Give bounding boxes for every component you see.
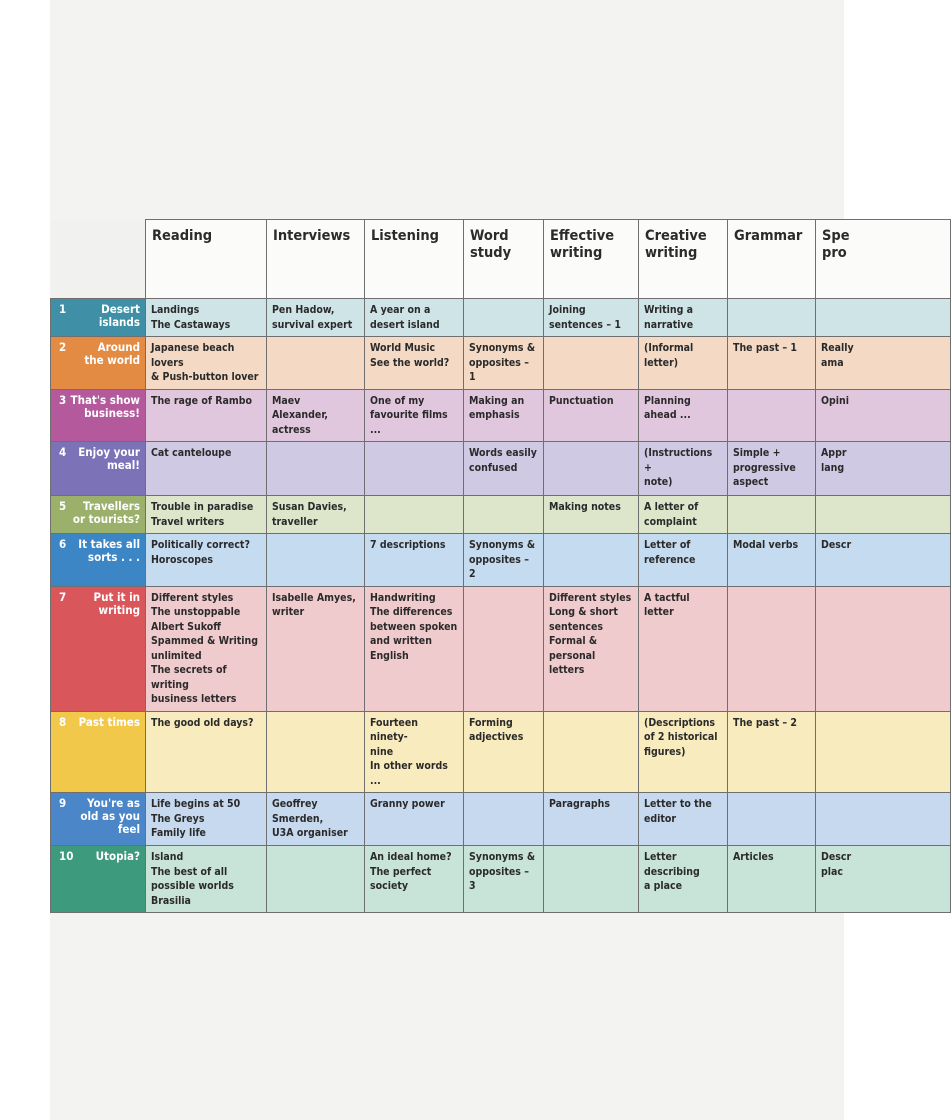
unit-title-text: Around	[97, 340, 140, 354]
lesson-cell	[365, 442, 464, 496]
lesson-cell	[728, 496, 816, 534]
lesson-text: Paragraphs	[549, 798, 610, 810]
lesson-text: The past – 2	[733, 716, 798, 729]
lesson-text: actress	[272, 423, 311, 436]
unit-title-cell	[51, 442, 146, 496]
lesson-text: Family life	[151, 827, 206, 839]
lesson-text: Maev Alexander,	[272, 394, 329, 421]
lesson-cell	[267, 496, 365, 534]
lesson-cell	[146, 846, 267, 913]
unit-number: 7	[59, 589, 67, 604]
lesson-cell	[267, 337, 365, 390]
lesson-text: Smerden,	[272, 812, 324, 825]
lesson-text: writer	[272, 606, 305, 618]
lesson-text: The unstoppable	[151, 606, 241, 618]
lesson-text: complaint	[644, 515, 697, 528]
unit-title-text: It takes all	[78, 537, 140, 551]
unit-title-text: feel	[117, 822, 140, 836]
lesson-text: Fourteen ninety-	[370, 716, 418, 743]
lesson-text: Planning	[644, 394, 691, 407]
lesson-cell	[267, 846, 365, 913]
lesson-text: Words easily	[469, 447, 537, 459]
unit-title-text: Desert	[101, 302, 140, 316]
unit-number: 6	[59, 537, 67, 551]
lesson-text: English	[370, 649, 409, 662]
lesson-cell	[365, 534, 464, 587]
lesson-cell	[267, 442, 365, 496]
lesson-text: favourite films ...	[370, 409, 448, 436]
column-header-text: Reading	[152, 228, 213, 244]
column-header	[639, 220, 728, 299]
lesson-cell	[728, 586, 816, 711]
lesson-text: personal letters	[549, 649, 596, 676]
lesson-text: plac	[821, 865, 843, 878]
contents-table	[50, 219, 951, 913]
lesson-text: Simple +	[733, 447, 781, 459]
unit-row	[51, 586, 951, 711]
lesson-cell	[816, 337, 951, 390]
lesson-text: survival expert	[272, 318, 353, 331]
lesson-cell	[728, 534, 816, 587]
lesson-cell	[544, 337, 639, 390]
lesson-cell	[816, 442, 951, 496]
lesson-cell	[365, 337, 464, 390]
unit-row	[51, 711, 951, 793]
lesson-cell	[146, 711, 267, 793]
lesson-cell	[728, 299, 816, 337]
unit-title-text: Put it in	[93, 589, 140, 604]
lesson-cell	[728, 793, 816, 846]
lesson-text: Island	[151, 851, 184, 863]
lesson-text: Handwriting	[370, 591, 436, 604]
unit-title-text: Utopia?	[95, 849, 140, 863]
lesson-text: Modal verbs	[733, 539, 799, 551]
lesson-text: confused	[469, 461, 518, 474]
unit-title-text: islands	[98, 315, 140, 329]
lesson-cell	[544, 442, 639, 496]
lesson-cell	[639, 534, 728, 587]
lesson-text: and written	[370, 635, 432, 647]
unit-title-cell	[51, 337, 146, 390]
column-header-text: writing	[645, 245, 698, 261]
lesson-text: emphasis	[469, 409, 520, 421]
unit-title-cell	[51, 389, 146, 442]
lesson-text: Horoscopes	[151, 553, 214, 566]
lesson-text: sentences	[549, 620, 604, 633]
column-header-text: study	[470, 245, 512, 261]
lesson-text: ahead ...	[644, 409, 691, 421]
unit-row	[51, 299, 951, 337]
lesson-text: One of my	[370, 394, 425, 407]
unit-title-text: That's show	[70, 392, 140, 407]
lesson-cell	[544, 299, 639, 337]
lesson-text: (Instructions +	[644, 447, 713, 474]
lesson-text: Long & short	[549, 606, 618, 618]
lesson-text: (Informal	[644, 342, 694, 354]
lesson-cell	[544, 711, 639, 793]
unit-number: 1	[59, 302, 67, 316]
lesson-cell	[267, 711, 365, 793]
lesson-text: desert island	[370, 318, 440, 331]
lesson-cell	[146, 299, 267, 337]
column-header-text: Effective	[550, 228, 615, 244]
lesson-text: Punctuation	[549, 394, 614, 407]
lesson-text: of 2 historical	[644, 731, 718, 743]
lesson-text: Writing a	[644, 304, 694, 316]
lesson-text: The Greys	[151, 812, 205, 825]
lesson-cell	[365, 299, 464, 337]
lesson-text: Life begins at 50	[151, 798, 241, 810]
column-header	[146, 220, 267, 299]
lesson-text: Spammed & Writing	[151, 635, 258, 647]
lesson-cell	[639, 442, 728, 496]
lesson-cell	[544, 389, 639, 442]
lesson-cell	[365, 793, 464, 846]
column-header-text: Word	[470, 228, 509, 244]
lesson-cell	[544, 846, 639, 913]
lesson-cell	[464, 846, 544, 913]
lesson-text: The past – 1	[733, 342, 798, 354]
lesson-cell	[544, 534, 639, 587]
lesson-text: note)	[644, 476, 673, 488]
lesson-cell	[816, 496, 951, 534]
column-header	[544, 220, 639, 299]
lesson-text: Granny power	[370, 798, 445, 810]
lesson-text: Opini	[821, 394, 849, 407]
lesson-cell	[267, 389, 365, 442]
lesson-cell	[816, 846, 951, 913]
lesson-text: editor	[644, 812, 677, 825]
lesson-text: The Castaways	[151, 318, 231, 331]
lesson-cell	[639, 711, 728, 793]
lesson-cell	[464, 496, 544, 534]
lesson-text: Susan Davies,	[272, 501, 347, 513]
lesson-text: A letter of	[644, 501, 699, 513]
lesson-cell	[816, 389, 951, 442]
lesson-text: The perfect	[370, 865, 432, 878]
lesson-cell	[267, 534, 365, 587]
lesson-text: Synonyms &	[469, 342, 536, 354]
lesson-cell	[816, 534, 951, 587]
lesson-cell	[146, 793, 267, 846]
column-header-text: Grammar	[734, 228, 803, 244]
lesson-cell	[146, 337, 267, 390]
lesson-cell	[464, 586, 544, 711]
lesson-cell	[464, 442, 544, 496]
lesson-text: Different styles	[151, 591, 234, 604]
lesson-cell	[816, 586, 951, 711]
unit-number: 3	[59, 392, 67, 407]
unit-row	[51, 389, 951, 442]
lesson-cell	[728, 711, 816, 793]
unit-title-cell	[51, 793, 146, 846]
unit-title-text: Enjoy your	[78, 445, 140, 459]
lesson-text: reference	[644, 553, 696, 566]
header-row	[51, 220, 951, 299]
column-header	[816, 220, 951, 299]
lesson-text: Trouble in paradise	[151, 501, 254, 513]
column-header	[365, 220, 464, 299]
lesson-cell	[365, 496, 464, 534]
lesson-text: Synonyms &	[469, 851, 536, 863]
lesson-cell	[146, 534, 267, 587]
lesson-text: Articles	[733, 851, 774, 863]
lesson-text: progressive	[733, 461, 796, 474]
lesson-cell	[464, 337, 544, 390]
unit-title-cell	[51, 711, 146, 793]
lesson-cell	[267, 586, 365, 711]
lesson-text: nine	[370, 745, 394, 758]
lesson-cell	[267, 793, 365, 846]
unit-row	[51, 793, 951, 846]
contents-table-wrapper	[50, 219, 854, 907]
lesson-cell	[464, 793, 544, 846]
lesson-cell	[544, 496, 639, 534]
lesson-text: unlimited	[151, 649, 202, 662]
lesson-text: figures)	[644, 745, 686, 758]
unit-row	[51, 496, 951, 534]
lesson-cell	[639, 846, 728, 913]
lesson-cell	[146, 586, 267, 711]
unit-row	[51, 442, 951, 496]
lesson-text: The differences	[370, 606, 453, 618]
unit-number: 5	[59, 499, 67, 513]
lesson-text: lang	[821, 461, 845, 474]
lesson-text: The rage of Rambo	[151, 394, 252, 407]
lesson-text: Letter	[644, 851, 677, 863]
column-header	[267, 220, 365, 299]
lesson-cell	[365, 389, 464, 442]
lesson-text: opposites – 1	[469, 356, 529, 383]
lesson-text: (Descriptions	[644, 716, 716, 729]
lesson-text: Brasilia	[151, 894, 191, 907]
lesson-cell	[728, 337, 816, 390]
lesson-cell	[464, 389, 544, 442]
unit-title-text: meal!	[106, 458, 140, 472]
lesson-text: ama	[821, 356, 844, 369]
lesson-text: Really	[821, 342, 854, 354]
lesson-cell	[544, 793, 639, 846]
lesson-cell	[639, 793, 728, 846]
lesson-text: U3A organiser	[272, 827, 348, 839]
lesson-cell	[464, 299, 544, 337]
unit-row	[51, 534, 951, 587]
unit-row	[51, 846, 951, 913]
lesson-text: & Push-button lover	[151, 371, 259, 383]
lesson-cell	[639, 299, 728, 337]
lesson-cell	[267, 299, 365, 337]
lesson-text: aspect	[733, 476, 769, 488]
lesson-text: Letter of	[644, 539, 691, 551]
lesson-text: Formal &	[549, 635, 598, 647]
unit-title-text: writing	[98, 602, 140, 617]
unit-number: 2	[59, 340, 67, 354]
lesson-cell	[365, 711, 464, 793]
lesson-text: narrative	[644, 318, 694, 331]
column-header-text: Interviews	[273, 228, 351, 244]
textbook-page	[50, 0, 854, 1120]
lesson-text: See the world?	[370, 356, 450, 369]
lesson-text: sentences – 1	[549, 318, 621, 331]
unit-title-text: You're as	[87, 796, 140, 810]
lesson-cell	[464, 711, 544, 793]
column-header-text: Spe	[822, 228, 850, 244]
unit-title-cell	[51, 846, 146, 913]
lesson-text: The best of all	[151, 865, 228, 878]
lesson-text: Isabelle Amyes,	[272, 591, 356, 604]
lesson-cell	[639, 337, 728, 390]
lesson-text: Travel writers	[151, 515, 225, 528]
unit-title-cell	[51, 496, 146, 534]
lesson-text: business letters	[151, 693, 237, 705]
lesson-cell	[464, 534, 544, 587]
lesson-cell	[639, 389, 728, 442]
lesson-cell	[146, 496, 267, 534]
unit-title-text: or tourists?	[72, 512, 140, 526]
lesson-text: Descr	[821, 851, 852, 863]
lesson-text: Cat canteloupe	[151, 447, 232, 459]
lesson-text: Politically correct?	[151, 539, 250, 551]
lesson-text: society	[370, 880, 409, 892]
lesson-text: traveller	[272, 515, 318, 528]
lesson-cell	[639, 586, 728, 711]
lesson-text: Synonyms &	[469, 539, 536, 551]
lesson-text: A tactful letter	[644, 591, 690, 618]
lesson-cell	[816, 299, 951, 337]
lesson-text: Joining	[549, 304, 586, 316]
unit-title-text: sorts . . .	[87, 550, 140, 564]
lesson-text: Albert Sukoff	[151, 620, 221, 633]
column-header-text: Creative	[645, 228, 707, 244]
lesson-text: The secrets of writing	[151, 664, 227, 691]
lesson-text: A year on a	[370, 304, 431, 316]
lesson-text: 7 descriptions	[370, 539, 446, 551]
unit-title-text: Travellers	[82, 499, 140, 513]
lesson-text: An ideal home?	[370, 851, 452, 863]
lesson-cell	[728, 389, 816, 442]
lesson-text: adjectives	[469, 731, 524, 743]
lesson-cell	[728, 442, 816, 496]
lesson-cell	[816, 793, 951, 846]
unit-title-cell	[51, 534, 146, 587]
column-header	[464, 220, 544, 299]
unit-title-text: old as you	[80, 809, 140, 823]
column-header-text: Listening	[371, 228, 440, 244]
lesson-text: In other words ...	[370, 760, 448, 787]
column-header-text: pro	[822, 245, 847, 261]
lesson-cell	[728, 846, 816, 913]
lesson-text: letter)	[644, 356, 679, 369]
lesson-text: World Music	[370, 342, 436, 354]
lesson-text: Landings	[151, 304, 200, 316]
column-header-text: writing	[550, 245, 603, 261]
lesson-cell	[146, 442, 267, 496]
header-corner	[51, 220, 146, 299]
lesson-text: Japanese beach lovers	[151, 342, 235, 369]
lesson-text: The good old days?	[151, 716, 254, 729]
table-body	[51, 299, 951, 913]
unit-row	[51, 337, 951, 390]
unit-number: 4	[59, 445, 67, 459]
unit-number: 10	[59, 849, 74, 863]
lesson-text: Descr	[821, 539, 852, 551]
lesson-text: Different styles	[549, 591, 632, 604]
unit-title-text: the world	[84, 353, 140, 367]
lesson-cell	[146, 389, 267, 442]
unit-title-text: business!	[84, 405, 140, 420]
column-header	[728, 220, 816, 299]
lesson-cell	[365, 586, 464, 711]
unit-title-cell	[51, 299, 146, 337]
unit-title-cell	[51, 586, 146, 711]
lesson-text: Making an	[469, 394, 525, 407]
lesson-text: opposites – 3	[469, 865, 529, 892]
lesson-cell	[365, 846, 464, 913]
lesson-text: Geoffrey	[272, 798, 318, 810]
lesson-text: Pen Hadow,	[272, 304, 335, 316]
unit-title-text: Past times	[78, 714, 140, 729]
unit-number: 9	[59, 796, 67, 810]
lesson-text: describing	[644, 865, 700, 878]
lesson-text: Making notes	[549, 501, 621, 513]
lesson-cell	[639, 496, 728, 534]
unit-number: 8	[59, 714, 67, 729]
lesson-text: possible worlds	[151, 880, 234, 892]
lesson-text: Forming	[469, 716, 513, 729]
lesson-text: between spoken	[370, 620, 458, 633]
lesson-text: a place	[644, 880, 683, 892]
lesson-cell	[816, 711, 951, 793]
lesson-text: Letter to the	[644, 798, 712, 810]
lesson-text: Appr	[821, 447, 847, 459]
lesson-text: opposites – 2	[469, 553, 529, 580]
lesson-cell	[544, 586, 639, 711]
